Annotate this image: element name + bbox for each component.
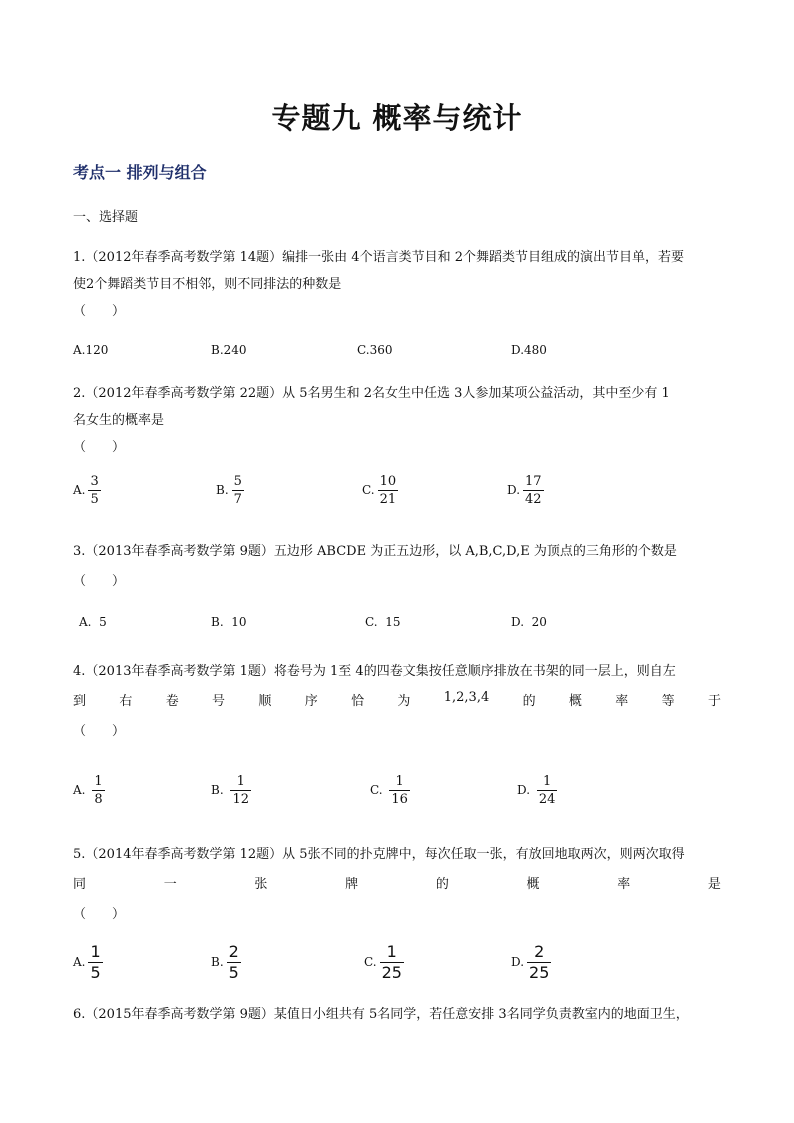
option-b: B. $\frac{2}{5}$: [211, 941, 239, 982]
section-heading: 考点一 排列与组合: [73, 163, 207, 182]
question-2-answer-blank: （ ）: [73, 440, 126, 455]
fraction: $\frac{5}{7}$: [233, 473, 242, 507]
question-4-answer-blank: （ ）: [73, 724, 126, 739]
fraction: $\frac{1}{24}$: [538, 773, 556, 807]
option-c: C. $\frac{10}{21}$: [362, 473, 397, 507]
option-c: C. $\frac{1}{16}$: [370, 773, 408, 807]
option-a: A. 120: [73, 343, 109, 357]
question-4-options: [73, 770, 733, 810]
fraction: $\frac{1}{16}$: [391, 773, 408, 807]
option-a: A. $\frac{1}{5}$: [73, 941, 101, 982]
question-2-options: [73, 470, 733, 510]
question-5-options: [73, 942, 733, 982]
option-d: D. $\frac{2}{25}$: [511, 941, 550, 982]
option-a: A. 5: [79, 615, 107, 629]
question-1-line-1: 1.（2012年春季高考数学第 14题）编排一张由 4个语言类节目和 2个舞蹈类节目组成的演出节目单，若要: [73, 250, 684, 265]
option-c: C. $\frac{1}{25}$: [364, 941, 402, 982]
fraction: $\frac{1}{12}$: [232, 773, 250, 807]
question-1-line-2: 使2个舞蹈类节目不相邻，则不同排法的种数是: [73, 277, 342, 292]
fraction: $\frac{3}{5}$: [90, 473, 99, 507]
fraction: $\frac{10}{21}$: [379, 473, 397, 507]
question-4-line-1: 4.（2013年春季高考数学第 1题）将卷号为 1至 4的四卷文集按任意顺序排放在书架的同一层上，则自左: [73, 664, 676, 679]
fraction: $\frac{2}{25}$: [529, 941, 550, 982]
option-d: D. 480: [511, 343, 547, 357]
option-a: A. $\frac{1}{8}$: [73, 773, 103, 807]
option-a: A. $\frac{3}{5}$: [73, 473, 99, 507]
option-b: B. 10: [211, 615, 247, 629]
option-d: D. 20: [511, 615, 547, 629]
option-d: D. $\frac{17}{42}$: [507, 473, 542, 507]
fraction: $\frac{1}{5}$: [90, 941, 101, 982]
question-2-line-2: 名女生的概率是: [73, 413, 165, 428]
question-1-answer-blank: （ ）: [73, 304, 126, 319]
question-2-line-1: 2.（2012年春季高考数学第 22题）从 5名男生和 2名女生中任选 3人参加某项公益活动，其中至少有 1: [73, 386, 670, 401]
question-5-line-2: 同 一 张 牌 的 概 率 是: [73, 877, 721, 892]
question-1-options: [73, 330, 733, 370]
question-4-line-2: 到 右 卷 号 顺 序 恰 为 1,2,3,4 的 概 率 等 于: [73, 690, 721, 709]
option-c: C. 360: [357, 343, 393, 357]
question-3-answer-blank: （ ）: [73, 574, 126, 589]
subsection-heading: 一、选择题: [73, 210, 139, 225]
question-3-line-1: 3.（2013年春季高考数学第 9题）五边形 ABCDE 为正五边形，以 A,B,C,D,E 为顶点的三角形的个数是: [73, 544, 677, 559]
option-b: B. 240: [211, 343, 247, 357]
question-5-answer-blank: （ ）: [73, 907, 126, 922]
option-b: B. $\frac{5}{7}$: [216, 473, 242, 507]
fraction: $\frac{1}{25}$: [381, 941, 402, 982]
question-5-line-1: 5.（2014年春季高考数学第 12题）从 5张不同的扑克牌中，每次任取一张，有放回地取两次，则两次取得: [73, 847, 685, 862]
fraction: $\frac{2}{5}$: [228, 941, 239, 982]
fraction: $\frac{17}{42}$: [525, 473, 542, 507]
option-b: B. $\frac{1}{12}$: [211, 773, 250, 807]
question-6-line-1: 6.（2015年春季高考数学第 9题）某值日小组共有 5名同学，若任意安排 3名同学负责教室内的地面卫生，: [73, 1007, 689, 1022]
page-title: 专题九 概率与统计: [271, 101, 523, 135]
question-3-options: [73, 602, 733, 642]
fraction: $\frac{1}{8}$: [94, 773, 103, 807]
option-c: C. 15: [365, 615, 401, 629]
option-d: D. $\frac{1}{24}$: [517, 773, 556, 807]
